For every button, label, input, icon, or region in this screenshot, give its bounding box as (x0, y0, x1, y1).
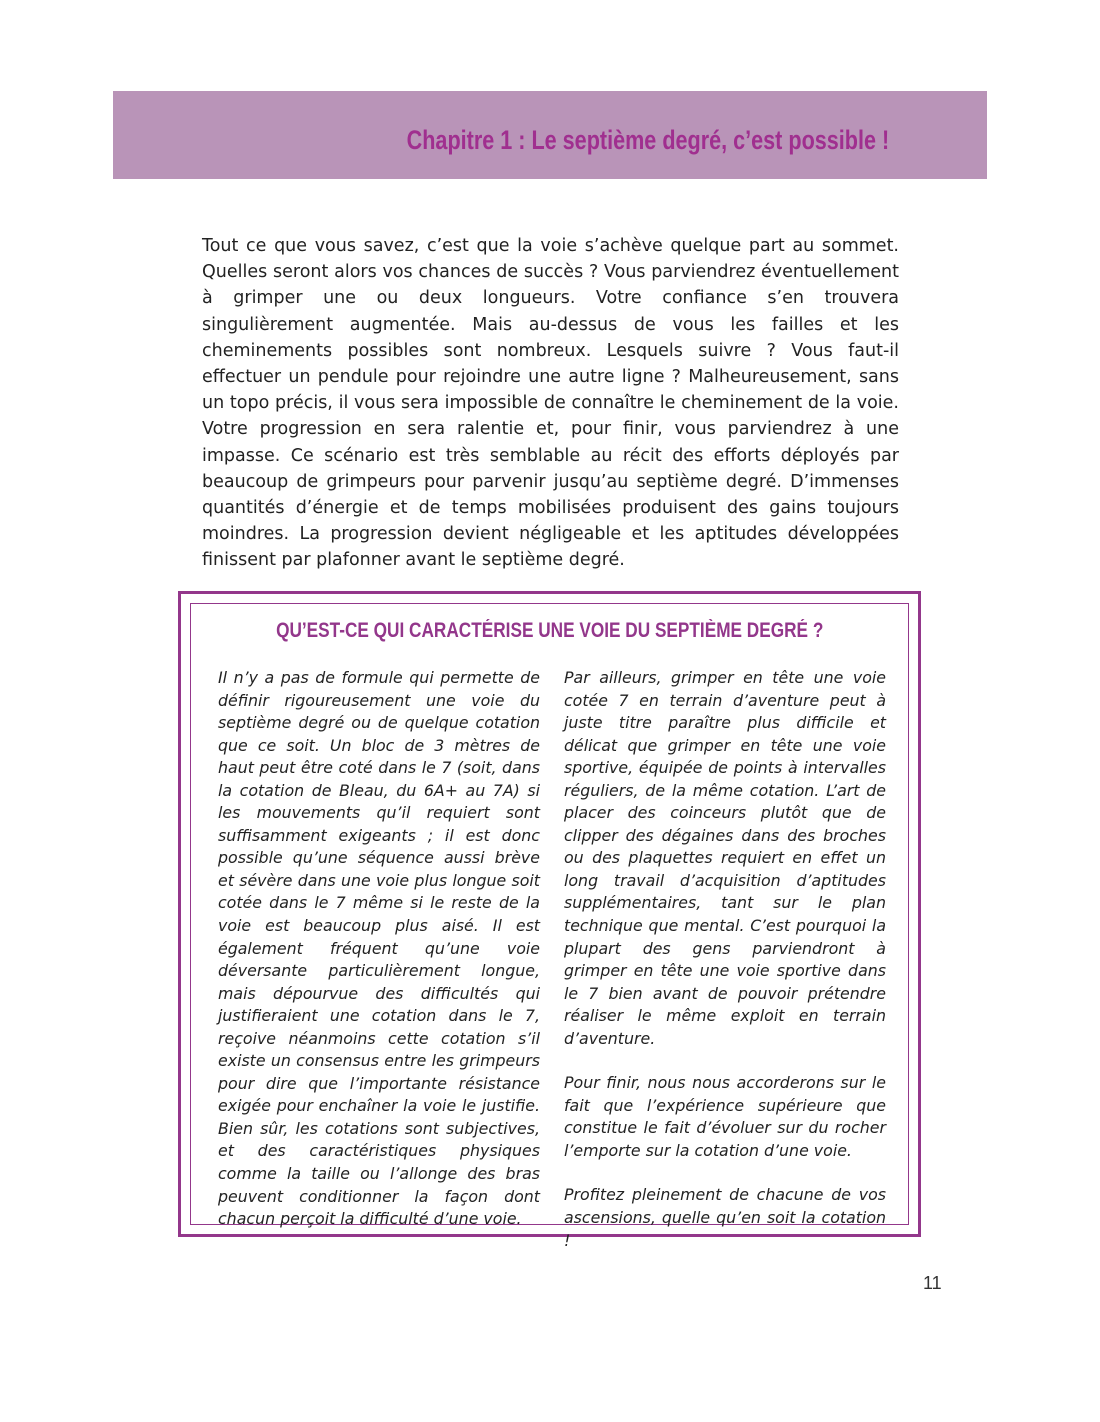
sidebar-box-right-column (564, 667, 886, 1274)
page-number: 11 (923, 1273, 942, 1293)
sidebar-box-heading-text: QU’EST-CE QUI CARACTÉRISE UNE VOIE DU SEPTIÈME DEGRÉ ? (275, 619, 824, 642)
sidebar-box-left-column (218, 667, 540, 1253)
left-column-paragraph-1: Il n’y a pas de formule qui permette de définir rigoureusement une voie du septième degré ou de quelque cotation que ce soit. Un bloc de 3 mètres de haut peut être coté dans le 7 (soit, dans la cotation de Bleau, du 6A+ au 7A) si les mouvements qu’il requiert sont suffisamment exigeants ; il est donc possible qu’une séquence aussi brève et sévère dans une voie plus longue soit cotée dans le 7 même si le reste de la voie est beaucoup plus aisé. Il est également fréquent qu’une voie déversante particulièrement longue, mais dépourvue des difficultés qui justifieraient une cotation dans le 7, reçoive néanmoins cette cotation s’il existe un consensus entre les grimpeurs pour dire que l’importante résistance exigée pour enchaîner la voie le justifie. Bien sûr, les cotations sont subjectives, et des caractéristiques physiques comme la taille ou l’allonge des bras peuvent conditionner la façon dont chacun perçoit la difficulté d’une voie. (218, 668, 540, 1229)
sidebar-box (178, 591, 921, 1250)
chapter-banner (113, 91, 987, 179)
chapter-title: Chapitre 1 : Le septième degré, c’est possible ! (406, 125, 889, 155)
right-column-paragraph-1: Par ailleurs, grimper en tête une voie cotée 7 en terrain d’aventure peut à juste titre paraître plus difficile et délicat que grimper en tête une voie sportive, équipée de points à intervalles réguliers, de la même cotation. L’art de placer des coinceurs plutôt que de clipper des dégaines dans des broches ou des plaquettes requiert en effet un long travail d’acquisition d’aptitudes supplémentaires, tant sur le plan technique que mental. C’est pourquoi la plupart des gens parviendront à grimper en tête une voie sportive dans le 7 bien avant de pouvoir prétendre réaliser le même exploit en terrain d’aventure. (564, 668, 886, 1048)
intro-paragraph: Tout ce que vous savez, c’est que la voie s’achève quelque part au sommet. Quelles seront alors vos chances de succès ? Vous parviendrez éventuellement à grimper une ou deux longueurs. Votre confiance s’en trouvera singulièrement augmentée. Mais au-dessus de vous les failles et les cheminements possibles sont nombreux. Lesquels suivre ? Vous faut-il effectuer un pendule pour rejoindre une autre ligne ? Malheureusement, sans un topo précis, il vous sera impossible de connaître le cheminement de la voie. Votre progression en sera ralentie et, pour finir, vous parviendrez à une impasse. Ce scénario est très semblable au récit des efforts déployés par beaucoup de grimpeurs pour parvenir jusqu’au septième degré. D’immenses quantités d’énergie et de temps mobilisées produisent des gains toujours moindres. La progression devient négligeable et les aptitudes développées finissent par plafonner avant le septième degré. (202, 236, 899, 571)
sidebar-box-heading (181, 619, 918, 643)
right-column-paragraph-2: Pour finir, nous nous accorderons sur le fait que l’expérience supérieure que constitue le fait d’évoluer sur du rocher l’emporte sur la cotation d’une voie. (564, 1073, 886, 1160)
right-column-paragraph-3: Profitez pleinement de chacune de vos ascensions, quelle qu’en soit la cotation ! (564, 1185, 886, 1250)
